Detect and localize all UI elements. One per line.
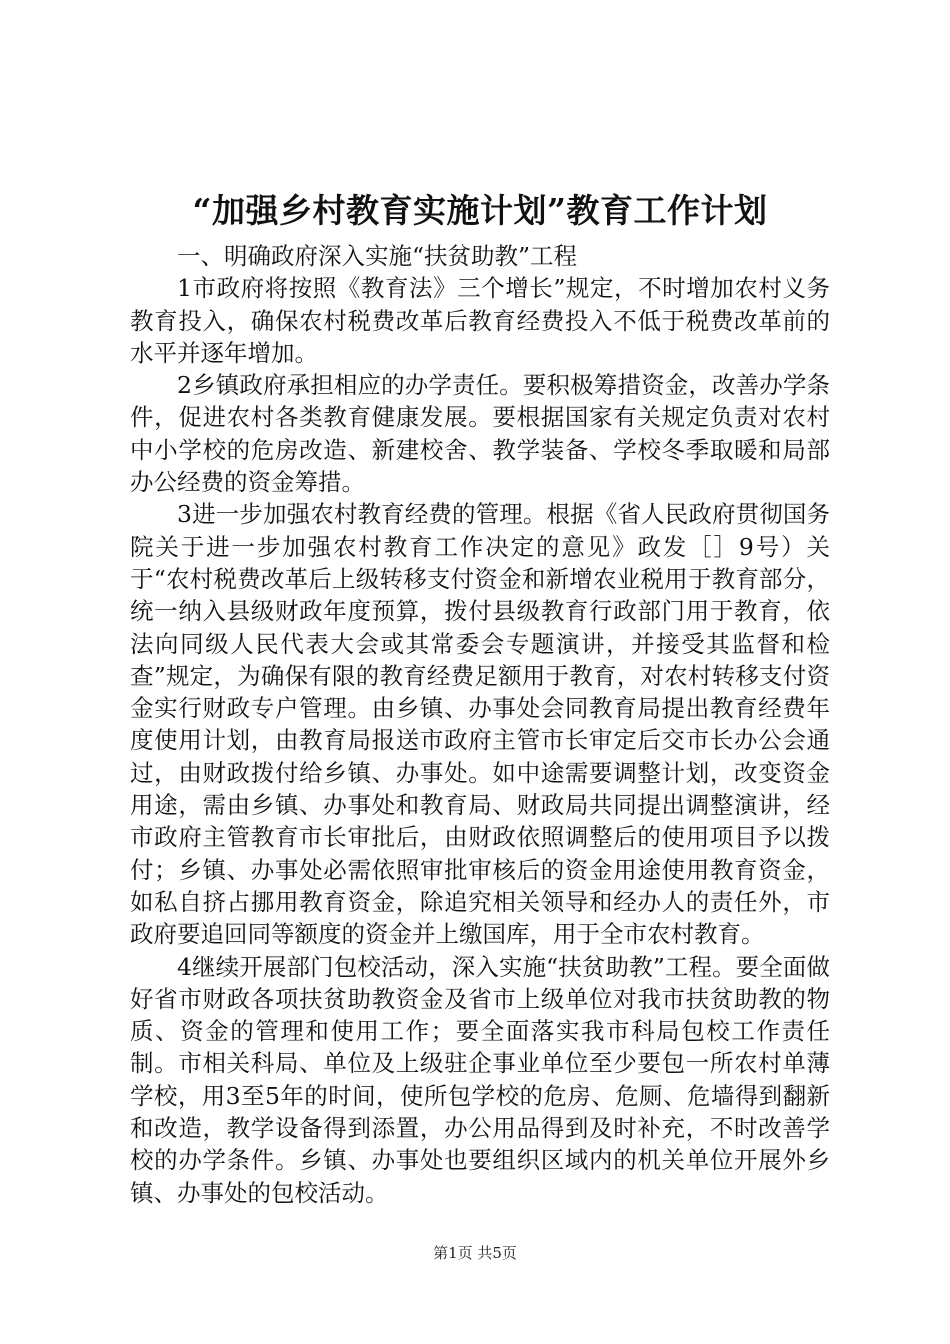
document-body xyxy=(130,240,830,1209)
paragraph-3: 3进一步加强农村教育经费的管理。根据《省人民政府贯彻国务院关于进一步加强农村教育工作决定的意见》政发［］9号）关于“农村税费改革后上级转移支付资金和新增农业税用于教育部分，统一纳入县级财政年度预算，拨付县级教育行政部门用于教育，依法向同级人民代表大会或其常委会专题演讲，并接受其监督和检查”规定，为确保有限的教育经费足额用于教育，对农村转移支付资金实行财政专户管理。由乡镇、办事处会同教育局提出教育经费年度使用计划，由教育局报送市政府主管市长审定后交市长办公会通过，由财政拨付给乡镇、办事处。如中途需要调整计划，改变资金用途，需由乡镇、办事处和教育局、财政局共同提出调整演讲，经市政府主管教育市长审批后，由财政依照调整后的使用项目予以拨付；乡镇、办事处必需依照审批审核后的资金用途使用教育资金，如私自挤占挪用教育资金，除追究相关领导和经办人的责任外，市政府要追回同等额度的资金并上缴国库，用于全市农村教育。 xyxy=(130,500,830,949)
paragraph-2: 2乡镇政府承担相应的办学责任。要积极筹措资金，改善办学条件，促进农村各类教育健康发展。要根据国家有关规定负责对农村中小学校的危房改造、新建校舍、教学装备、学校冬季取暖和局部办公经费的资金筹措。 xyxy=(130,371,830,497)
section-heading: 一、明确政府深入实施“扶贫助教”工程 xyxy=(177,242,578,270)
paragraph-1: 1市政府将按照《教育法》三个增长”规定，不时增加农村义务教育投入，确保农村税费改革后教育经费投入不低于税费改革前的水平并逐年增加。 xyxy=(130,274,830,367)
document-title: “加强乡村教育实施计划”教育工作计划 xyxy=(192,191,768,230)
paragraph-4: 4继续开展部门包校活动，深入实施“扶贫助教”工程。要全面做好省市财政各项扶贫助教资金及省市上级单位对我市扶贫助教的物质、资金的管理和使用工作；要全面落实我市科局包校工作责任制。市相关科局、单位及上级驻企事业单位至少要包一所农村单薄学校，用3至5年的时间，使所包学校的危房、危厕、危墙得到翻新和改造，教学设备得到添置，办公用品得到及时补充，不时改善学校的办学条件。乡镇、办事处也要组织区域内的机关单位开展外乡镇、办事处的包校活动。 xyxy=(130,952,830,1207)
page-number-footer: 第1页 共5页 xyxy=(433,1244,517,1262)
